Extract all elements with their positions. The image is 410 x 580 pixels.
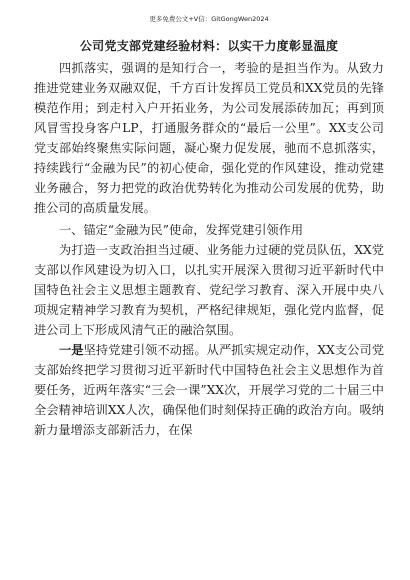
- document-title: 公司党支部党建经验材料：以实干力度彰显温度: [79, 39, 339, 53]
- header-note: 更多免费公文+V信：GitGongWen2024: [149, 15, 269, 23]
- point-one-paragraph: [34, 340, 384, 440]
- point-one-lead: 一是: [59, 343, 84, 357]
- body-paragraph: 为打造一支政治担当过硬、业务能力过硬的党员队伍，XX党支部以作风建设为切入口，以扎实开展深入贯彻习近平新时代中国特色社会主义思想主题教育、党纪学习教育、深入开展中央八项规定精神学习教育为契机，严格纪律规矩，强化党内监督，促进公司上下形成风清气正的融洽氛围。: [34, 243, 384, 337]
- intro-paragraph: 四抓落实，强调的是知行合一，考验的是担当作为。从致力推进党建业务双融双促，千方百计发挥员工党员和XX党员的先锋模范作用；到走村入户开拓业务，为公司发展添砖加瓦；再到顶风冒雪投身客户LP，打通服务群众的“最后一公里”。XX支公司党支部始终聚焦实际问题，凝心聚力促发展，驰而不息抓落实，持续践行“金融为民”的初心使命，强化党的作风建设，推动党建业务融合，努力把党的政治优势转化为推动公司发展的优势，助推公司的高质量发展。: [34, 61, 384, 215]
- section-heading: 一、锚定“金融为民”使命，发挥党建引领作用: [59, 223, 304, 237]
- point-one-text: 坚持党建引领不动摇。从严抓实规定动作，XX支公司党支部始终把学习贯彻习近平新时代中国特色社会主义思想作为首要任务，近两年落实“三会一课”XX次，开展学习党的二十届三中全会精神培训XX人次，确保他们时刻保持正确的政治方向。吸纳新力量增添支部新活力，在保: [34, 343, 385, 437]
